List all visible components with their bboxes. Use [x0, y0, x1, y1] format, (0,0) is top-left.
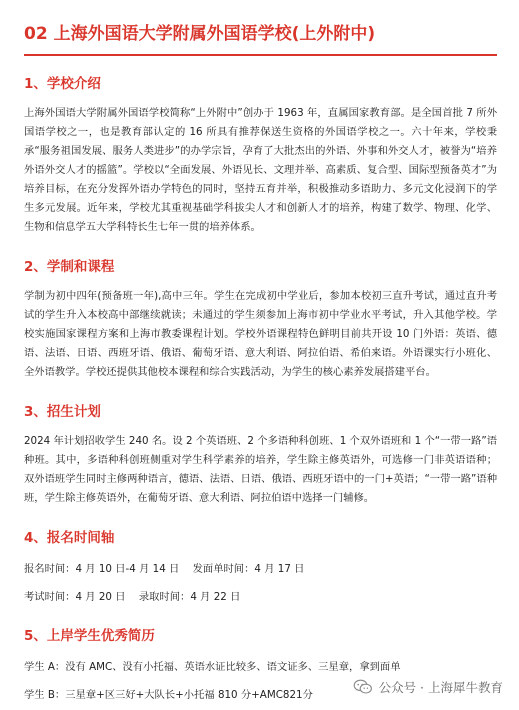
- exam-time: 考试时间：4 月 20 日: [24, 591, 126, 603]
- page-title: 02 上海外国语大学附属外国语学校(上外附中): [24, 24, 376, 44]
- section-curriculum: [24, 257, 497, 382]
- section-heading: 5、上岸学生优秀简历: [24, 628, 155, 644]
- section-school-intro: [24, 74, 497, 237]
- title-divider: [24, 54, 497, 56]
- section-paragraph: 学制为初中四年(预备班一年),高中三年。学生在完成初中学业后，参加本校初三直升考试，通过直升考试的学生升入本校高中部继续就读；未通过的学生须参加上海市初中学业水平考试，升入其他学校。学校实施国家课程方案和上海市教委课程计划。学校外语课程特色鲜明目前共开设 10 门外语：英语、德语、法语、日语、西班牙语、俄语、葡萄牙语、意大利语、阿拉伯语、希伯来语。外语课实行小班化、全外语教学。学校还提供其他校本课程和综合实践活动，为学生的核心素养发展搭建平台。: [24, 290, 497, 378]
- section-enrollment: [24, 402, 497, 508]
- section-heading: 4、报名时间轴: [24, 530, 115, 546]
- interview-notice-time: 发面单时间：4 月 17 日: [192, 563, 305, 575]
- watermark: [353, 678, 503, 696]
- section-heading: 3、招生计划: [24, 404, 101, 420]
- section-paragraph: 上海外国语大学附属外国语学校简称“上外附中”创办于 1963 年，直属国家教育部。是全国首批 7 所外国语学校之一，也是教育部认定的 16 所具有推荐保送生资格的外国语学校之一。六十年来，学校秉承“服务祖国发展、服务人类进步”的办学宗旨，孕育了大批杰出的外语、外事和外交人才，被誉为“培养外语外交人才的摇篮”。学校以“全面发展、外语见长、文理并举、高素质、复合型、国际型预备英才”为培养目标，在充分发挥外语办学特色的同时，坚持五育并举，积极推动多语助力、多元文化浸润下的学生多元发展。近年来，学校尤其重视基础学科拔尖人才和创新人才的培养，构建了数学、物理、化学、生物和信息学五大学科特长生七年一贯的培养体系。: [24, 107, 497, 233]
- section-timeline: [24, 528, 497, 606]
- resume-item: 学生 A：没有 AMC、没有小托福、英语水证比较多、语文证多、三星章，拿到面单: [24, 661, 401, 673]
- wechat-icon: [353, 679, 373, 695]
- watermark-text: 公众号 · 上海犀牛教育: [378, 680, 503, 695]
- timeline-row: [24, 588, 497, 606]
- resume-item: 学生 B：三星章+区三好+大队长+小托福 810 分+AMC821分: [24, 689, 313, 701]
- section-paragraph: 2024 年计划招收学生 240 名。设 2 个英语班、2 个多语种科创班、1 个双外语班和 1 个“一带一路”语种班。其中，多语种科创班侧重对学生科学素养的培养，学生除主修英语外，可选修一门非英语语种；双外语班学生同时主修两种语言，德语、法语、日语、俄语、西班牙语中的一门+英语；“一带一路”语种班，学生除主修英语外，在葡萄牙语、意大利语、阿拉伯语中选择一门辅修。: [24, 435, 497, 504]
- admission-time: 录取时间：4 月 22 日: [138, 591, 241, 603]
- section-heading: 1、学校介绍: [24, 76, 101, 92]
- section-heading: 2、学制和课程: [24, 259, 115, 275]
- registration-time: 报名时间：4 月 10 日-4 月 14 日: [24, 563, 180, 575]
- timeline-row: [24, 560, 497, 578]
